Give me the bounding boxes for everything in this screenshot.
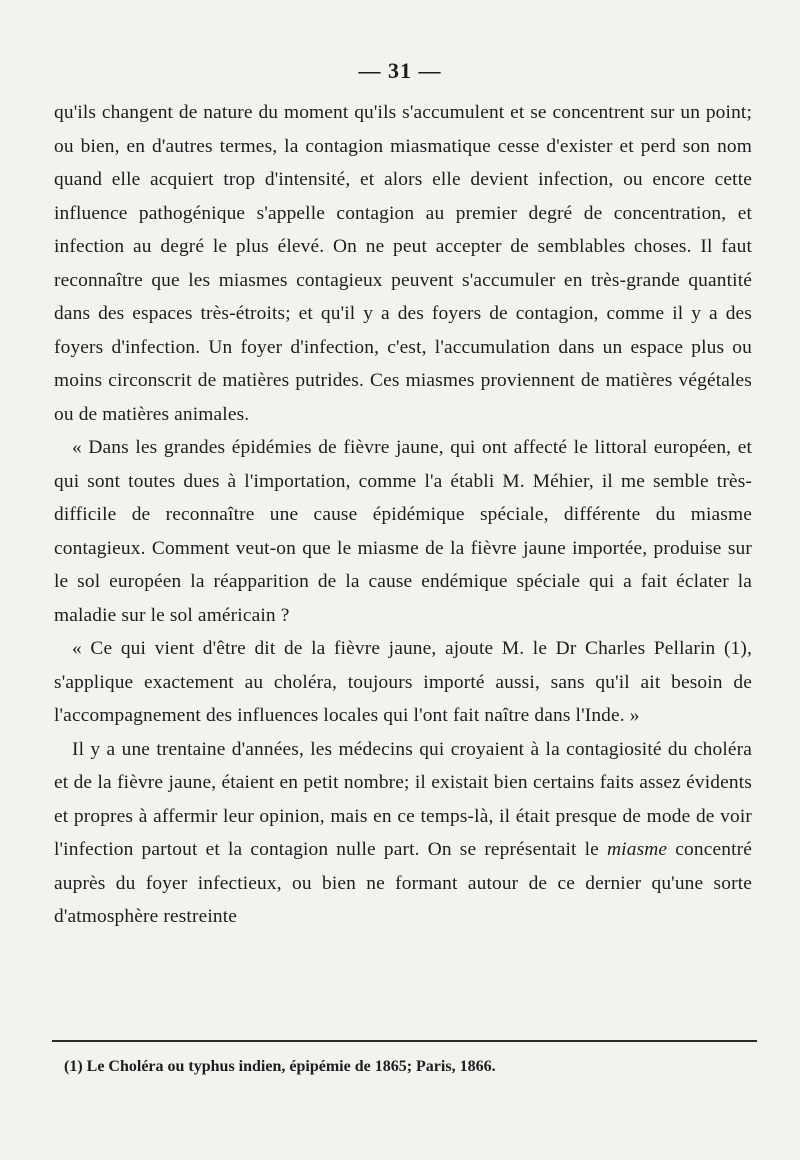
emphasized-word: miasme (607, 839, 668, 860)
paragraph-yellow-fever-quote: « Dans les grandes épidémies de fièvre jaune, qui ont affecté le littoral européen, et qui sont toutes dues à l'importation, comme l'a établi M. Méhier, il me semble très-difficile de reconnaître une cause épidémique spéciale, différente du miasme contagieux. Comment veut-on que le miasme de la fièvre jaune importée, produise sur le sol européen la réapparition de la cause endémique spéciale qui a fait éclater la maladie sur le sol américain ? (54, 437, 752, 626)
footnote: (1) Le Choléra ou typhus indien, épipémie de 1865; Paris, 1866. (64, 1058, 496, 1075)
paragraph-cholera-quote: « Ce qui vient d'être dit de la fièvre jaune, ajoute M. le Dr Charles Pellarin (1), s'applique exactement au choléra, toujours importé aussi, sans qu'il ait besoin de l'accompagnement des influences locales qui l'ont fait naître dans l'Inde. » (54, 638, 752, 726)
paragraph-text-start: Il y a une trentaine d'années, les médecins qui croyaient à la contagiosité du choléra et de la fièvre jaune, étaient en petit nombre; il existait bien certains faits assez évidents et propres à affermir leur opinion, mais en ce temps-là, il était presque de mode de voir l'infection partout et la contagion nulle part. On se représentait le (54, 738, 752, 860)
paragraph-text-end: concentré auprès du foyer infectieux, ou bien ne formant autour de ce dernier qu'une sorte d'atmosphère restreinte (54, 839, 752, 927)
paragraph-contagion-history (54, 733, 752, 934)
paragraph-continuation: qu'ils changent de nature du moment qu'ils s'accumulent et se concentrent sur un point; ou bien, en d'autres termes, la contagion miasmatique cesse d'exister et perd son nom quand elle acquiert trop d'intensité, et alors elle devient infection, ou encore cette influence pathogénique s'appelle contagion au premier degré de concentration, et infection au degré le plus élevé. On ne peut accepter de semblables choses. Il faut reconnaître que les miasmes contagieux peuvent s'accumuler en très-grande quantité dans des espaces très-étroits; et qu'il y a des foyers de contagion, comme il y a des foyers d'infection. Un foyer d'infection, c'est, l'accumulation dans un espace plus ou moins circonscrit de matières putrides. Ces miasmes proviennent de matières végétales ou de matières animales. (54, 102, 752, 425)
page-number: — 31 — (358, 58, 442, 83)
footnote-divider (52, 1040, 757, 1042)
main-text (54, 96, 752, 934)
